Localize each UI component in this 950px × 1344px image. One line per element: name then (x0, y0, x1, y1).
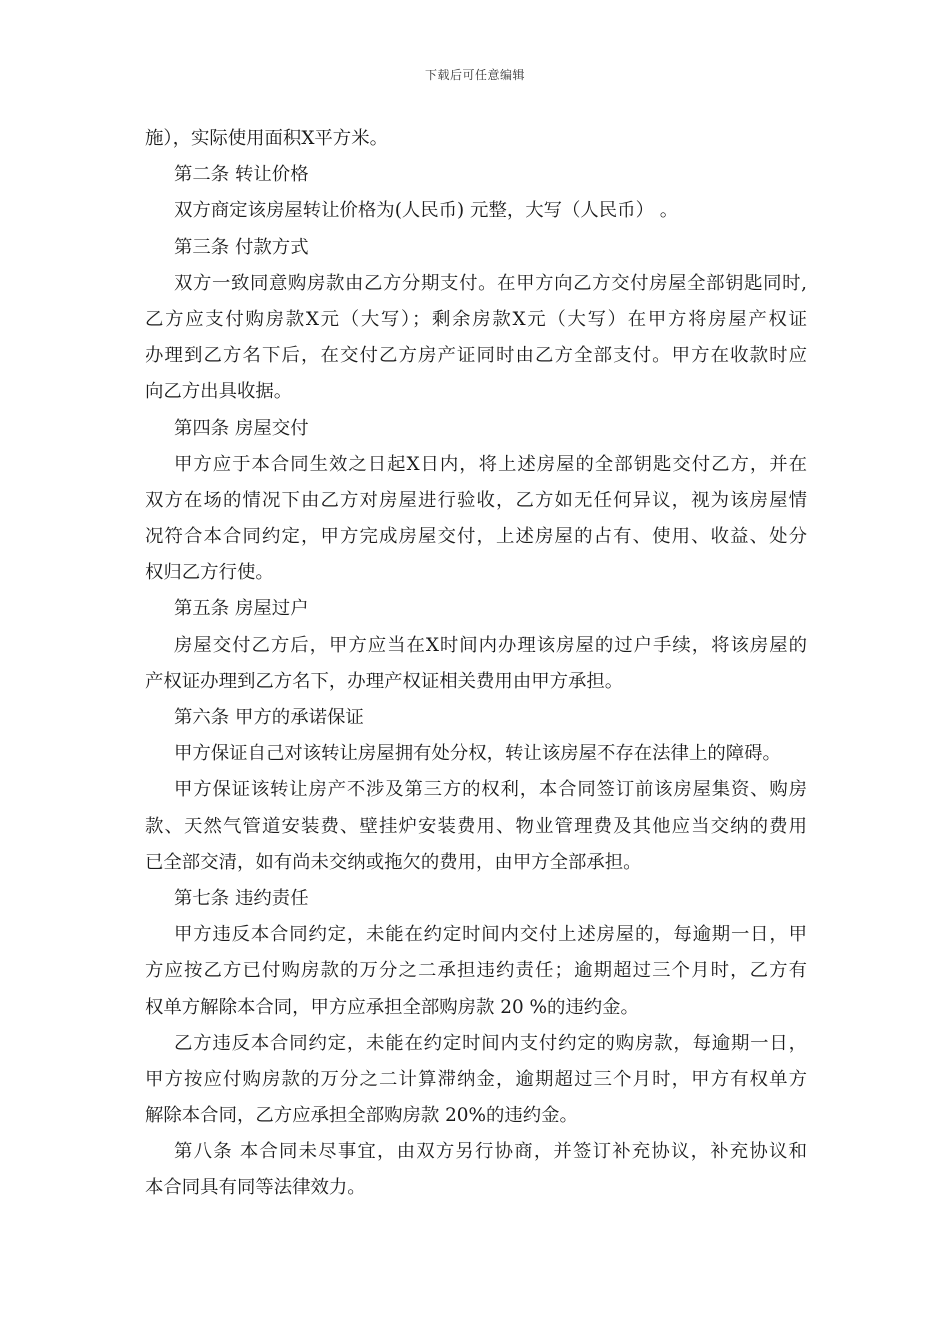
text-line: 第四条 房屋交付 (174, 417, 309, 439)
text-line: 甲方按应付购房款的万分之二计算滞纳金，逾期超过三个月时，甲方有权单方 (145, 1068, 807, 1090)
text-line: 乙方违反本合同约定，未能在约定时间内支付约定的购房款，每逾期一日， (174, 1032, 807, 1054)
text-line: 本合同具有同等法律效力。 (145, 1177, 366, 1199)
text-line: 方应按乙方已付购房款的万分之二承担违约责任；逾期超过三个月时，乙方有 (145, 960, 807, 982)
text-line: 解除本合同，乙方应承担全部购房款 20%的违约金。 (145, 1105, 578, 1127)
text-line: 甲方保证自己对该转让房屋拥有处分权，转让该房屋不存在法律上的障碍。 (174, 743, 781, 765)
text-line: 甲方违反本合同约定，未能在约定时间内交付上述房屋的，每逾期一日，甲 (174, 924, 807, 946)
document-body (145, 121, 807, 1207)
text-line: 第五条 房屋过户 (174, 598, 309, 620)
text-line: 乙方应支付购房款Ⅹ元（大写）；剩余房款Ⅹ元（大写）在甲方将房屋产权证 (145, 308, 807, 330)
text-line: 双方商定该房屋转让价格为(人民币) 元整，大写（人民币） 。 (174, 200, 679, 222)
text-line: 权归乙方行使。 (145, 562, 274, 584)
text-line: 双方一致同意购房款由乙方分期支付。在甲方向乙方交付房屋全部钥匙同时, (174, 272, 807, 294)
text-line: 第八条 本合同未尽事宜，由双方另行协商，并签订补充协议，补充协议和 (174, 1141, 807, 1163)
text-line: 第二条 转让价格 (174, 164, 309, 186)
text-line: 办理到乙方名下后，在交付乙方房产证同时由乙方全部支付。甲方在收款时应 (145, 345, 807, 367)
text-line: 已全部交清，如有尚未交纳或拖欠的费用，由甲方全部承担。 (145, 851, 642, 873)
text-line: 权单方解除本合同，甲方应承担全部购房款 20 %的违约金。 (145, 996, 639, 1018)
text-line: 甲方保证该转让房产不涉及第三方的权利，本合同签订前该房屋集资、购房 (174, 779, 807, 801)
text-line: 房屋交付乙方后，甲方应当在Ⅹ时间内办理该房屋的过户手续，将该房屋的 (174, 634, 807, 656)
text-line: 施），实际使用面积Ⅹ平方米。 (145, 128, 388, 149)
page-header: 下载后可任意编辑 (424, 68, 525, 82)
text-line: 第七条 违约责任 (174, 887, 309, 909)
text-line: 第三条 付款方式 (174, 236, 309, 258)
text-line: 况符合本合同约定，甲方完成房屋交付，上述房屋的占有、使用、收益、处分 (145, 526, 807, 548)
text-line: 产权证办理到乙方名下，办理产权证相关费用由甲方承担。 (145, 670, 624, 692)
text-line: 向乙方出具收据。 (145, 381, 293, 403)
text-line: 甲方应于本合同生效之日起Ⅹ日内，将上述房屋的全部钥匙交付乙方，并在 (174, 453, 807, 475)
text-line: 款、天然气管道安装费、壁挂炉安装费用、物业管理费及其他应当交纳的费用 (145, 815, 807, 837)
text-line: 第六条 甲方的承诺保证 (174, 707, 364, 728)
text-line: 双方在场的情况下由乙方对房屋进行验收，乙方如无任何异议，视为该房屋情 (145, 489, 807, 511)
